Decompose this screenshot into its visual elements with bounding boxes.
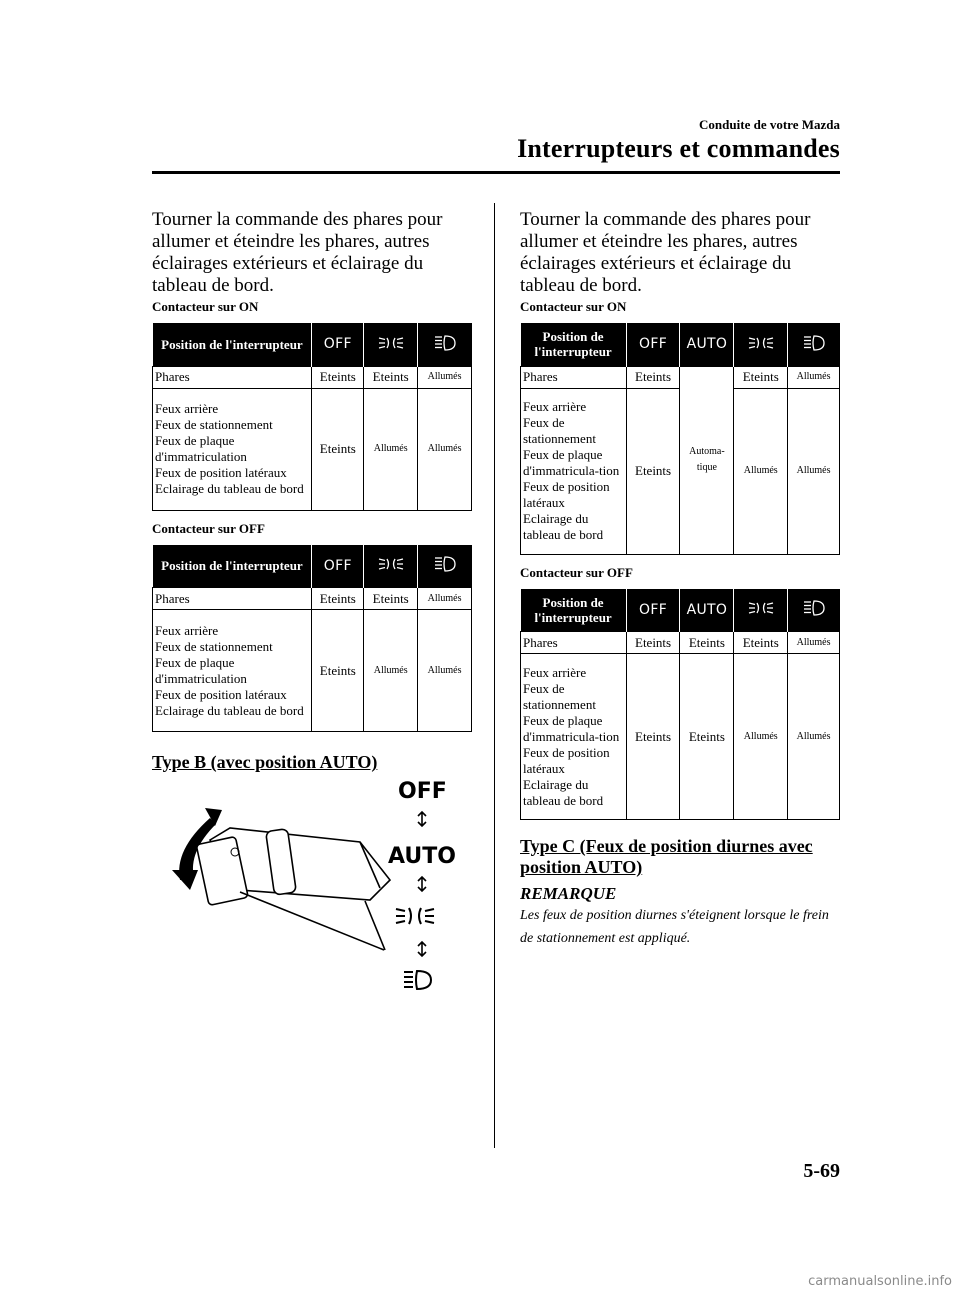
row-label: Feux arrière Feux de stationnement Feux de plaque d'immatriculation Feux de position latéraux Eclairage du tableau de bord <box>153 388 312 510</box>
caption-contact-off: Contacteur sur OFF <box>152 520 265 536</box>
table-cell: Allumés <box>418 388 472 510</box>
auto-label: AUTO <box>686 601 728 618</box>
table-cell: Allumés <box>418 610 472 732</box>
table-cell: Eteints <box>626 366 680 388</box>
table-cell: Allumés <box>788 366 840 388</box>
parking-light-icon <box>396 908 434 924</box>
caption-contact-on: Contacteur sur ON <box>152 299 259 314</box>
table-cell: Eteints <box>364 588 418 610</box>
table-cell: Allumés <box>364 610 418 732</box>
watermark: carmanualsonline.info <box>808 1274 952 1289</box>
lever-illustration <box>160 770 460 1010</box>
lever-icon <box>172 808 390 950</box>
table-cell: Allumés <box>734 654 788 820</box>
type-b-title: Type B (avec position AUTO) <box>152 752 378 772</box>
position-header: Position de l'interrupteur <box>153 545 312 588</box>
caption-contact-on: Contacteur sur ON <box>520 299 627 314</box>
table-cell: Allumés <box>788 632 840 654</box>
parking-light-icon <box>748 600 774 616</box>
off-label: OFF <box>639 601 668 618</box>
table-cell: Allumés <box>418 366 472 388</box>
row-label: Phares <box>521 632 627 654</box>
table-cell: Eteints <box>626 388 680 554</box>
position-header: Position de l'interrupteur <box>153 323 312 366</box>
note-heading: REMARQUE <box>520 884 617 903</box>
headlight-icon <box>434 556 456 572</box>
table-cell: Eteints <box>312 388 364 510</box>
auto-position-label: AUTO <box>388 844 456 869</box>
switch-table-off-auto <box>520 589 840 821</box>
switch-table-off <box>152 545 472 733</box>
intro-text: Tourner la commande des phares pour allumer et éteindre les phares, autres éclairages extérieurs et éclairage du tableau de bord. <box>520 209 811 296</box>
caption-contact-off: Contacteur sur OFF <box>520 564 633 580</box>
headlight-icon <box>404 971 431 989</box>
table-cell: Allumés <box>418 588 472 610</box>
table-cell: Allumés <box>788 388 840 554</box>
table-cell: Allumés <box>364 388 418 510</box>
table-cell: Allumés <box>788 654 840 820</box>
table-cell: Eteints <box>626 632 680 654</box>
intro-text: Tourner la commande des phares pour allumer et éteindre les phares, autres éclairages extérieurs et éclairage du tableau de bord. <box>152 209 443 296</box>
table-cell: Eteints <box>734 366 788 388</box>
type-c-title: Type C (Feux de position diurnes avec position AUTO) <box>520 836 813 877</box>
row-label: Feux arrière Feux de stationnement Feux de plaque d'immatriculation Feux de position latéraux Eclairage du tableau de bord <box>153 610 312 732</box>
parking-light-icon <box>378 335 404 351</box>
headlight-icon <box>803 335 825 351</box>
table-cell: Eteints <box>364 366 418 388</box>
off-label: OFF <box>323 557 352 574</box>
headlight-icon <box>434 335 456 351</box>
row-label: Feux arrière Feux de stationnement Feux de plaque d'immatricula-tion Feux de position latéraux Eclairage du tableau de bord <box>521 654 627 820</box>
off-label: OFF <box>639 336 668 353</box>
table-cell: Eteints <box>312 588 364 610</box>
position-header: Position de l'interrupteur <box>521 323 627 366</box>
table-cell: Eteints <box>312 610 364 732</box>
table-cell: Eteints <box>680 632 734 654</box>
table-cell: Automa- tique <box>680 366 734 554</box>
row-label: Phares <box>153 366 312 388</box>
note-text: Les feux de position diurnes s'éteignent lorsque le frein de stationnement est appliqué. <box>520 908 829 946</box>
header-rule <box>152 171 840 174</box>
table-cell: Eteints <box>626 654 680 820</box>
row-label: Feux arrière Feux de stationnement Feux de plaque d'immatricula-tion Feux de position latéraux Eclairage du tableau de bord <box>521 388 627 554</box>
headlight-icon <box>803 600 825 616</box>
parking-light-icon <box>748 335 774 351</box>
row-label: Phares <box>521 366 627 388</box>
switch-table-on <box>152 323 472 511</box>
auto-label: AUTO <box>686 336 728 353</box>
table-cell: Eteints <box>312 366 364 388</box>
off-label: OFF <box>323 336 352 353</box>
row-label: Phares <box>153 588 312 610</box>
table-cell: Allumés <box>734 388 788 554</box>
chapter-title: Conduite de votre Mazda <box>699 117 840 132</box>
off-position-label: OFF <box>398 779 447 804</box>
position-header: Position de l'interrupteur <box>521 589 627 632</box>
section-title: Interrupteurs et commandes <box>517 134 840 163</box>
table-cell: Eteints <box>734 632 788 654</box>
parking-light-icon <box>378 556 404 572</box>
left-column <box>152 209 472 773</box>
right-column <box>520 209 840 950</box>
switch-table-on-auto <box>520 323 840 555</box>
table-cell: Eteints <box>680 654 734 820</box>
column-divider <box>494 203 495 1148</box>
page-number: 5-69 <box>803 1160 840 1182</box>
